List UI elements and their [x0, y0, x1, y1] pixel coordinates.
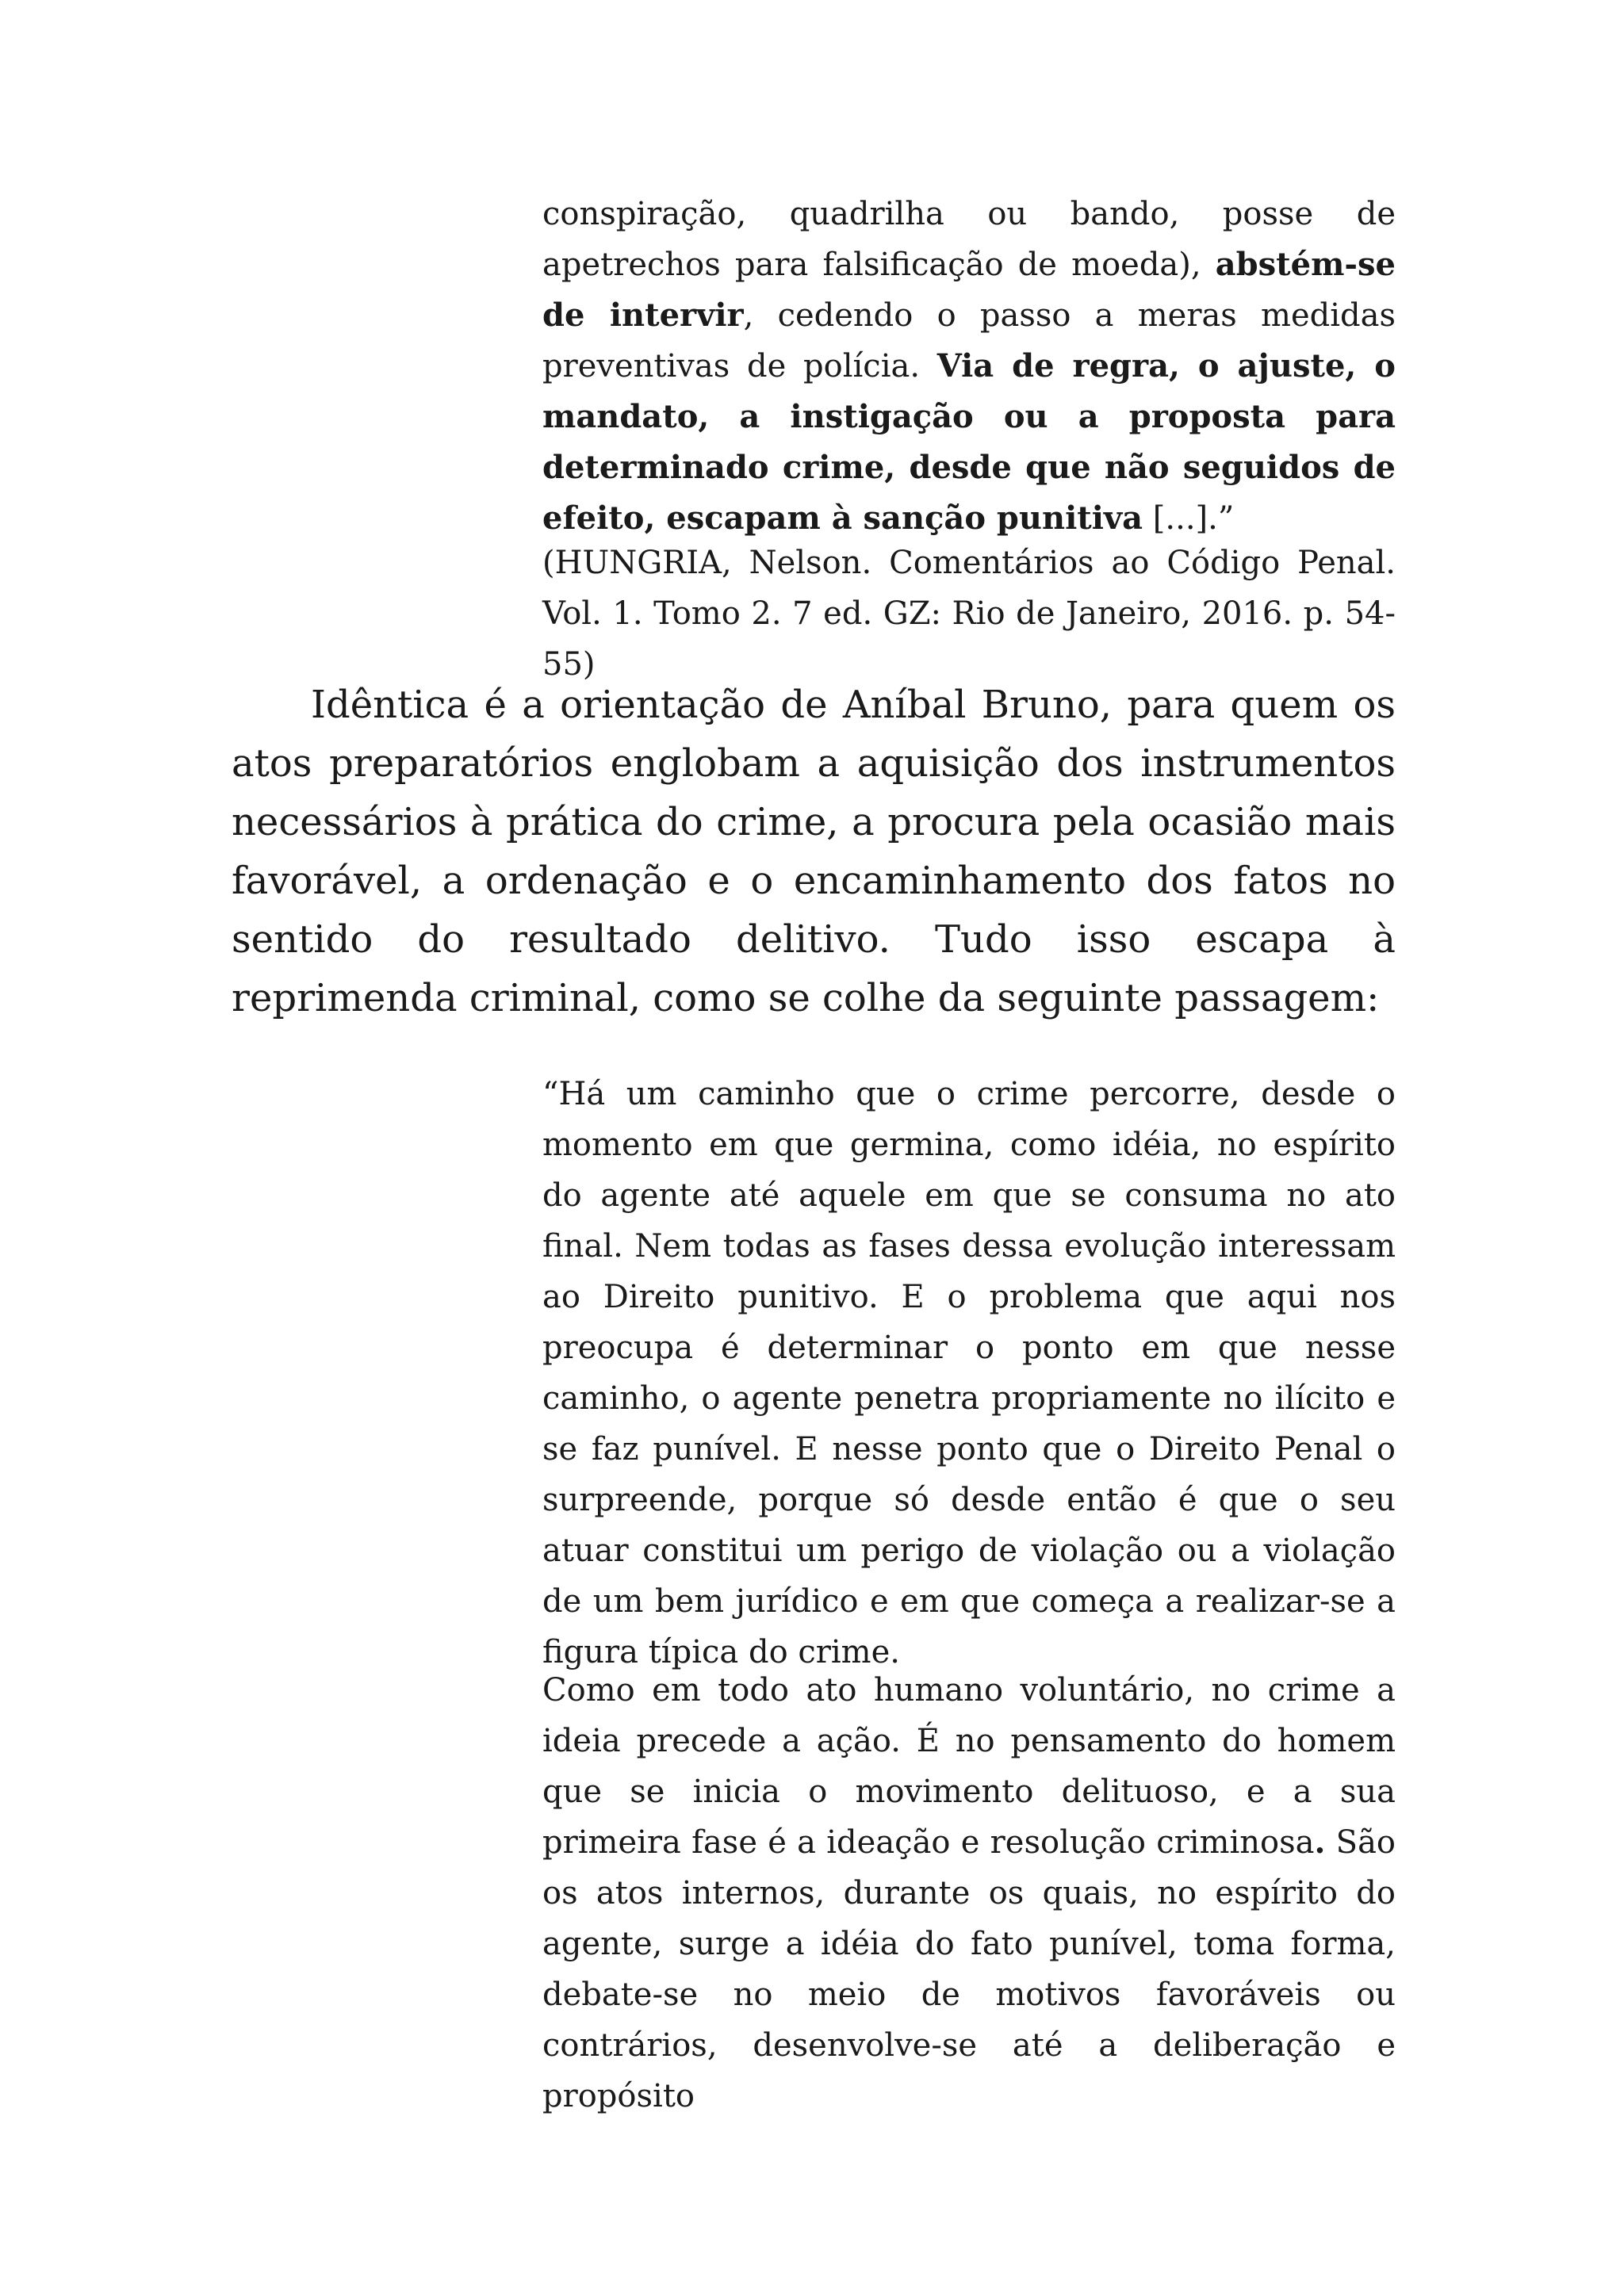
body-paragraph: Idêntica é a orientação de Aníbal Bruno, para quem os atos preparatórios englobam a aquisição dos instrumentos necessários à prática do crime, a procura pela ocasião mais favorável, a ordenação e o encaminhamento dos fatos no sentido do resultado delitivo. Tudo isso escapa à reprimenda criminal, como se colhe da seguinte passagem: [232, 683, 1396, 1020]
quote-bold-text: Via de regra, o ajuste, o mandato, a instigação ou a proposta para determinado crime, desde que não seguidos de efeito, escapam à sanção punitiva [542, 347, 1396, 537]
citation-hungria: (HUNGRIA, Nelson. Comentários ao Código Penal. Vol. 1. Tomo 2. 7 ed. GZ: Rio de Janeiro, 2016. p. 54-55) [542, 545, 1396, 683]
block-quote-hungria [542, 189, 1396, 544]
quote-bold-text: abstém-se de intervir [542, 246, 1396, 334]
block-quote-bruno-1: “Há um caminho que o crime percorre, desde o momento em que germina, como idéia, no espírito do agente até aquele em que se consuma no ato final. Nem todas as fases dessa evolução interessam ao Direito punitivo. E o problema que aqui nos preocupa é determinar o ponto em que nesse caminho, o agente penetra propriamente no ilícito e se faz punível. E nesse ponto que o Direito Penal o surpreende, porque só desde então é que o seu atuar constitui um perigo de violação ou a violação de um bem jurídico e em que começa a realizar-se a figura típica do crime. [542, 1076, 1396, 1670]
quote-text: conspiração, quadrilha ou bando, posse de apetrechos para falsificação de moeda), [542, 196, 1396, 283]
block-quote-bruno-2 [542, 1665, 1396, 2122]
quote-bold-text: . [1314, 1823, 1326, 1861]
quote-text: [...].” [1143, 500, 1235, 537]
quote-text: São os atos internos, durante os quais, no espírito do agente, surge a idéia do fato punível, toma forma, debate-se no meio de motivos favoráveis ou contrários, desenvolve-se até a deliberação e propósito [542, 1824, 1396, 2114]
quote-text: Como em todo ato humano voluntário, no crime a ideia precede a ação. É no pensamento do homem que se inicia o movimento delituoso, e a sua primeira fase é a ideação e resolução criminosa [542, 1672, 1396, 1861]
quote-text: , cedendo o passo a meras medidas preventivas de polícia. [542, 297, 1396, 385]
